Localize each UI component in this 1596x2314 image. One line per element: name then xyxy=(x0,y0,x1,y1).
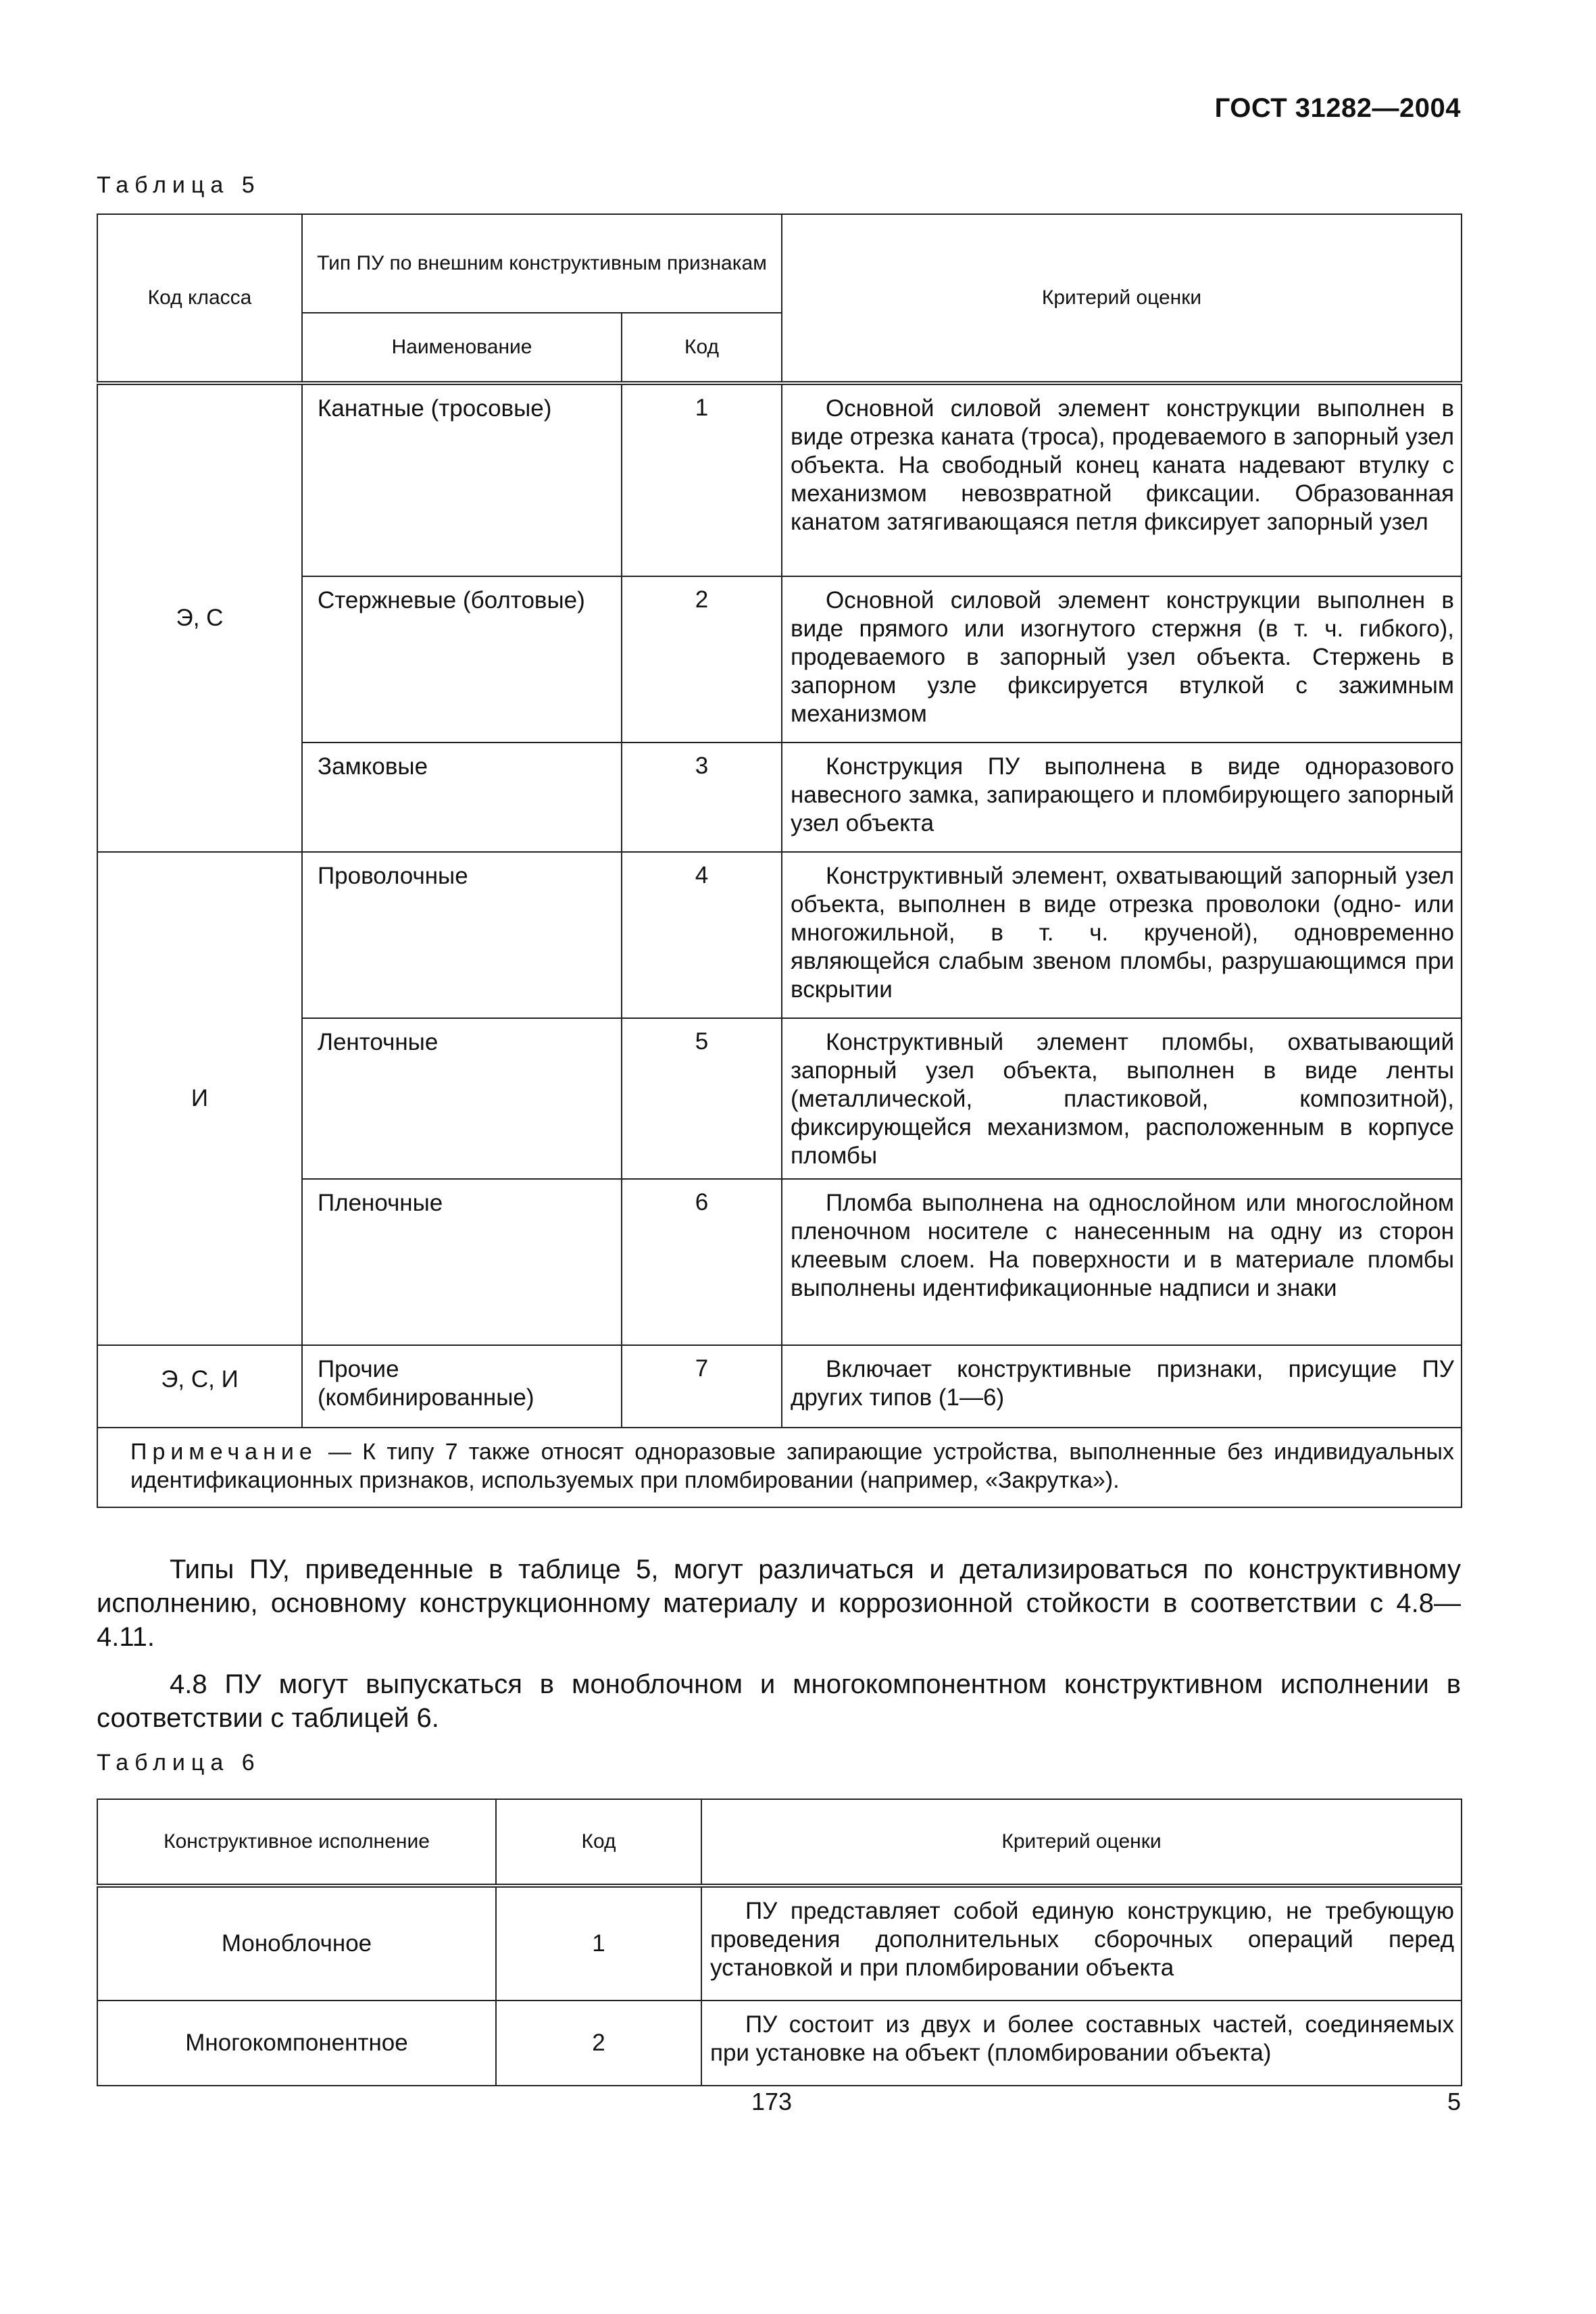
type-code-cell: 5 xyxy=(622,1018,782,1179)
type-name-cell: Прочие (комбинированные) xyxy=(302,1345,622,1428)
criterion-cell xyxy=(701,2001,1462,2086)
header-name: Наименование xyxy=(302,313,622,383)
type-code-cell: 4 xyxy=(622,852,782,1018)
criterion-cell xyxy=(782,1179,1462,1345)
type-name-cell: Пленочные xyxy=(302,1179,622,1345)
table-6-caption: Таблица 6 xyxy=(97,1750,261,1776)
note-text: — К типу 7 также относят одноразовые запирающие устройства, выполненные без индивидуальных идентификационных признаков, используемых при пломбировании (например, «Закрутка»). xyxy=(130,1439,1454,1493)
table-row xyxy=(97,2001,1462,2086)
table-row xyxy=(97,1179,1462,1345)
criterion-text: Конструкция ПУ выполнена в виде одноразового навесного замка, запирающего и пломбирующего запорный узел объекта xyxy=(791,753,1454,836)
type-name-cell: Стержневые (болтовые) xyxy=(302,576,622,743)
table-row xyxy=(97,576,1462,743)
header-criterion: Критерий оценки xyxy=(782,214,1462,383)
header-design: Конструктивное исполнение xyxy=(97,1799,496,1886)
type-code-cell: 2 xyxy=(622,576,782,743)
type-code-cell: 7 xyxy=(622,1345,782,1428)
criterion-text: Основной силовой элемент конструкции выполнен в виде отрезка каната (троса), продеваемого в запорный узел объекта. На свободный конец каната надевают втулку с механизмом невозвратной фиксации. Образованная канатом затягивающаяся петля фиксирует запорный узел xyxy=(791,395,1454,535)
type-name-cell: Ленточные xyxy=(302,1018,622,1179)
design-cell: Моноблочное xyxy=(97,1886,496,2001)
table-note-row xyxy=(97,1428,1462,1507)
criterion-text: ПУ состоит из двух и более составных частей, соединяемых при установке на объект (пломбировании объекта) xyxy=(710,2011,1454,2066)
table-5 xyxy=(97,213,1462,1508)
type-code-cell: 3 xyxy=(622,743,782,852)
criterion-text: Конструктивный элемент пломбы, охватывающий запорный узел объекта, выполнен в виде ленты (металлической, пластиковой, композитной), фиксирующейся механизмом, расположенным в корпусе пломбы xyxy=(791,1029,1454,1169)
header-code: Код xyxy=(622,313,782,383)
page-number-right: 5 xyxy=(1447,2088,1461,2115)
criterion-text: Основной силовой элемент конструкции выполнен в виде прямого или изогнутого стержня (в т. ч. гибкого), продеваемого в запорный узел объекта. Стержень в запорном узле фиксируется втулкой с зажимным механизмом xyxy=(791,587,1454,727)
header-class-code: Код класса xyxy=(97,214,302,383)
criterion-text: Включает конструктивные признаки, присущие ПУ других типов (1—6) xyxy=(791,1356,1454,1411)
criterion-cell xyxy=(782,576,1462,743)
header-code: Код xyxy=(496,1799,701,1886)
code-cell: 2 xyxy=(496,2001,701,2086)
type-code-cell: 6 xyxy=(622,1179,782,1345)
note-label: Примечание xyxy=(130,1439,318,1465)
table-5-caption: Таблица 5 xyxy=(97,172,261,198)
table-row xyxy=(97,1018,1462,1179)
type-name-cell: Канатные (тросовые) xyxy=(302,383,622,576)
criterion-cell xyxy=(782,383,1462,576)
class-code-cell: Э, С, И xyxy=(97,1345,302,1428)
criterion-cell xyxy=(782,743,1462,852)
criterion-text: Конструктивный элемент, охватывающий запорный узел объекта, выполнен в виде отрезка проволоки (одно- или многожильной, в т. ч. крученой), одновременно являющейся слабым звеном пломбы, разрушающимся при вскрытии xyxy=(791,863,1454,1003)
table-row xyxy=(97,743,1462,852)
code-cell: 1 xyxy=(496,1886,701,2001)
standard-designation: ГОСТ 31282—2004 xyxy=(1214,93,1461,123)
criterion-text: ПУ представляет собой единую конструкцию, не требующую проведения дополнительных сборочных операций перед установкой и при пломбировании объекта xyxy=(710,1898,1454,1981)
criterion-cell xyxy=(701,1886,1462,2001)
table-note xyxy=(97,1428,1462,1507)
page-number-center: 173 xyxy=(751,2088,793,2115)
type-name-cell: Замковые xyxy=(302,743,622,852)
header-type-group: Тип ПУ по внешним конструктивным признакам xyxy=(302,214,782,313)
class-code-cell: И xyxy=(97,852,302,1345)
table-6 xyxy=(97,1799,1462,2086)
type-name-cell: Проволочные xyxy=(302,852,622,1018)
criterion-text: Пломба выполнена на однослойном или многослойном пленочном носителе с нанесенным на одну из сторон клеевым слоем. На поверхности и в материале пломбы выполнены идентификационные надписи и знаки xyxy=(791,1190,1454,1301)
header-criterion: Критерий оценки xyxy=(701,1799,1462,1886)
body-paragraph-2 xyxy=(97,1667,1461,1735)
criterion-cell xyxy=(782,1345,1462,1428)
criterion-cell xyxy=(782,852,1462,1018)
paragraph-text: 4.8 ПУ могут выпускаться в моноблочном и многокомпонентном конструктивном исполнении в соответствии с таблицей 6. xyxy=(97,1669,1461,1733)
table-row xyxy=(97,1345,1462,1428)
criterion-cell xyxy=(782,1018,1462,1179)
table-row xyxy=(97,852,1462,1018)
design-cell: Многокомпонентное xyxy=(97,2001,496,2086)
table-row xyxy=(97,383,1462,576)
type-code-cell: 1 xyxy=(622,383,782,576)
class-code-cell: Э, С xyxy=(97,383,302,852)
paragraph-text: Типы ПУ, приведенные в таблице 5, могут различаться и детализироваться по конструктивному исполнению, основному конструкционному материалу и коррозионной стойкости в соответствии с 4.8—4.11. xyxy=(97,1555,1461,1652)
body-paragraph-1 xyxy=(97,1553,1461,1654)
table-row xyxy=(97,1886,1462,2001)
